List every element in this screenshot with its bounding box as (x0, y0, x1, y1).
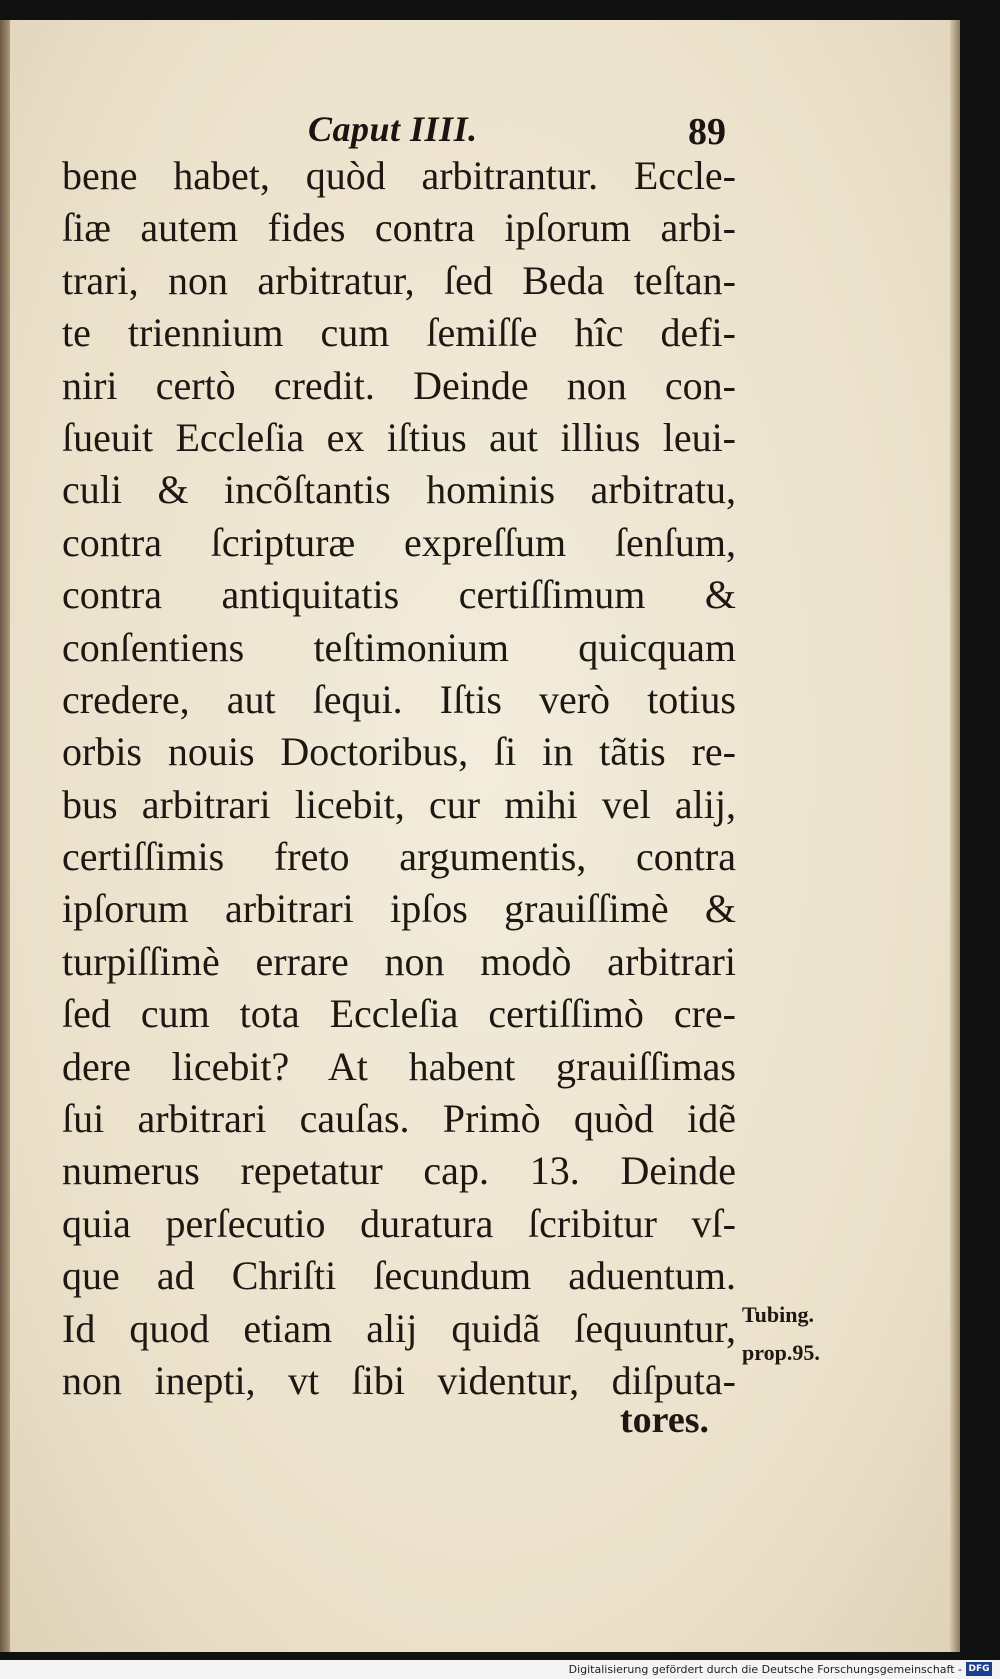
text-line: bus arbitrari licebit, cur mihi vel alij, (62, 781, 736, 827)
text-line: quia perſecutio duratura ſcribitur vſ- (62, 1200, 736, 1246)
page-number: 89 (688, 111, 726, 153)
dfg-logo: DFG (966, 1662, 992, 1676)
text-line: orbis nouis Doctoribus, ſi in tãtis re- (62, 729, 736, 775)
text-line: conſentiens teſtimonium quicquam (62, 624, 736, 670)
text-line: trari, non arbitratur, ſed Beda teſtan- (62, 257, 736, 303)
text-line: contra ſcripturæ expreſſum ſenſum, (62, 519, 736, 565)
text-line: credere, aut ſequi. Iſtis verò totius (62, 676, 736, 722)
catchword: tores. (620, 1399, 709, 1441)
footer-credit: Digitalisierung gefördert durch die Deutsche Forschungsgemeinschaft - (568, 1663, 962, 1676)
text-line: Id quod etiam alij quidã ſequuntur, (62, 1305, 736, 1351)
text-line: certiſſimis freto argumentis, contra (62, 834, 736, 880)
marginal-note-line: Tubing. (742, 1302, 814, 1327)
marginal-note (742, 1296, 820, 1372)
text-line: culi & incõſtantis hominis arbitratu, (62, 467, 736, 513)
running-head: Caput IIII. (308, 109, 478, 149)
text-line: ſueuit Eccleſia ex iſtius aut illius leui- (62, 414, 736, 460)
text-line: ipſorum arbitrari ipſos grauiſſimè & (62, 886, 736, 932)
marginal-note-line: prop.95. (742, 1340, 820, 1365)
body-text (62, 150, 736, 1407)
text-line: niri certò credit. Deinde non con- (62, 362, 736, 408)
text-line: ſui arbitrari cauſas. Primò quòd idẽ (62, 1096, 736, 1142)
text-line: contra antiquitatis certiſſimum & (62, 572, 736, 618)
page-header (0, 100, 1000, 153)
text-line: ſed cum tota Eccleſia certiſſimò cre- (62, 991, 736, 1037)
text-line: dere licebit? At habent grauiſſimas (62, 1043, 736, 1089)
text-line: bene habet, quòd arbitrantur. Eccle- (62, 153, 736, 198)
text-line: numerus repetatur cap. 13. Deinde (62, 1148, 736, 1194)
text-line: ſiæ autem fides contra ipſorum arbi- (62, 205, 736, 251)
text-line: non inepti, vt ſibi videntur, diſputa- (62, 1357, 736, 1403)
text-line: turpiſſimè errare non modò arbitrari (62, 938, 736, 984)
text-line: que ad Chriſti ſecundum aduentum. (62, 1253, 736, 1299)
text-line: te triennium cum ſemiſſe hîc defi- (62, 310, 736, 356)
page-fore-edge (950, 20, 960, 1652)
